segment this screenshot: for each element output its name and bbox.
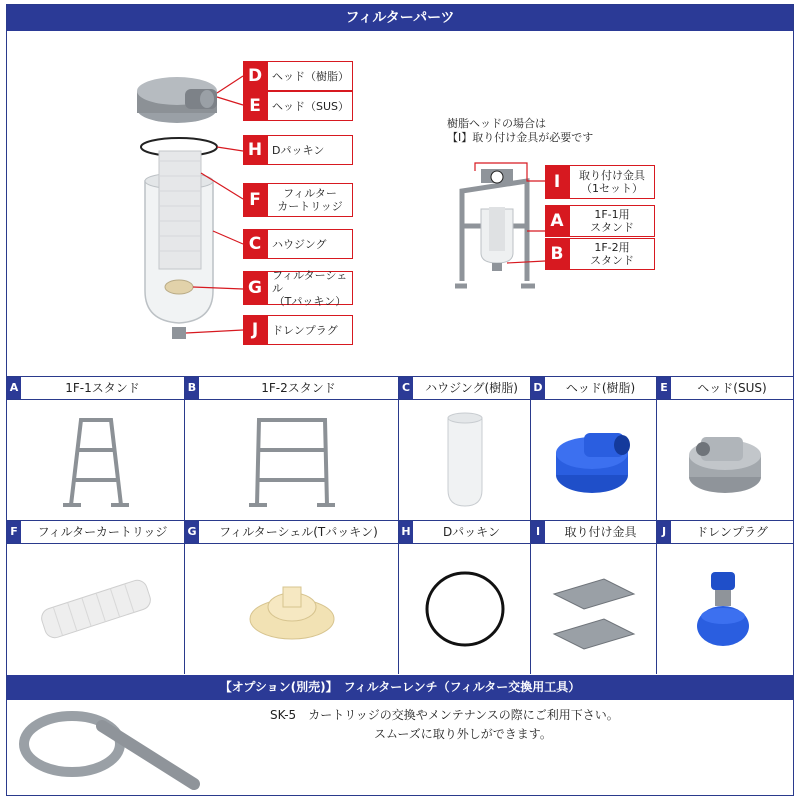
part-card-h[interactable] bbox=[399, 521, 531, 674]
note-line1: 樹脂ヘッドの場合は bbox=[447, 117, 546, 130]
callout-text: Dパッキン bbox=[267, 135, 353, 165]
part-card-a[interactable] bbox=[7, 377, 185, 520]
cartridge-image bbox=[7, 544, 184, 674]
part-card-c[interactable] bbox=[399, 377, 531, 520]
part-letter: B bbox=[185, 377, 199, 399]
part-name: Dパッキン bbox=[442, 525, 501, 539]
callout-a bbox=[545, 205, 655, 237]
resin-head-note bbox=[447, 117, 593, 145]
callout-text-line1: フィルターシェル bbox=[272, 268, 348, 295]
callout-letter: A bbox=[545, 205, 569, 237]
callout-text bbox=[569, 238, 655, 270]
part-name: ドレンプラグ bbox=[696, 525, 768, 539]
callout-letter: H bbox=[243, 135, 267, 165]
callout-f bbox=[243, 183, 353, 217]
part-card-i[interactable] bbox=[531, 521, 657, 674]
housing-drawing bbox=[145, 151, 213, 339]
sus-head-image bbox=[657, 400, 793, 520]
callout-text-line1: 1F-1用 bbox=[594, 208, 630, 221]
part-name: フィルターシェル(Tパッキン) bbox=[219, 525, 378, 539]
page-title: フィルターパーツ bbox=[7, 5, 793, 31]
part-title bbox=[657, 521, 793, 544]
part-name: ヘッド(樹脂) bbox=[565, 381, 636, 395]
note-line2: 【I】取り付け金具が必要です bbox=[447, 131, 594, 144]
callout-letter: I bbox=[545, 165, 569, 199]
stand-1f1-image bbox=[7, 400, 184, 520]
mounting-bracket-image bbox=[531, 544, 656, 674]
callout-letter: B bbox=[545, 238, 569, 270]
callout-text: ヘッド（樹脂） bbox=[267, 61, 353, 91]
exploded-filter-illustration bbox=[7, 31, 793, 376]
callout-text-line2: （Tパッキン） bbox=[273, 294, 347, 308]
head-drawing bbox=[137, 77, 217, 123]
part-title bbox=[185, 521, 398, 544]
part-title bbox=[185, 377, 398, 400]
part-card-j[interactable] bbox=[657, 521, 793, 674]
part-name: ヘッド(SUS) bbox=[697, 381, 767, 395]
option-line2: スムーズに取り外しができます。 bbox=[374, 727, 552, 741]
callout-text: ドレンプラグ bbox=[267, 315, 353, 345]
callout-e bbox=[243, 91, 353, 121]
callout-text-line1: フィルター bbox=[283, 187, 337, 200]
callout-letter: E bbox=[243, 91, 267, 121]
part-name: ハウジング(樹脂) bbox=[425, 381, 518, 395]
callout-text-line2: カートリッジ bbox=[277, 200, 343, 213]
part-title bbox=[7, 521, 184, 544]
callout-i bbox=[545, 165, 655, 199]
part-letter: E bbox=[657, 377, 671, 399]
part-title bbox=[7, 377, 184, 400]
callout-text-line1: 取り付け金具 bbox=[579, 169, 645, 182]
callout-g bbox=[243, 268, 353, 308]
part-name: 1F-1スタンド bbox=[65, 381, 140, 395]
part-card-b[interactable] bbox=[185, 377, 399, 520]
callout-text bbox=[569, 205, 655, 237]
part-title bbox=[531, 377, 656, 400]
part-card-e[interactable] bbox=[657, 377, 793, 520]
part-letter: F bbox=[7, 521, 21, 543]
callout-c bbox=[243, 229, 353, 259]
d-packing-image bbox=[399, 544, 530, 674]
callout-text-line1: 1F-2用 bbox=[594, 241, 630, 254]
drain-plug-image bbox=[657, 544, 793, 674]
part-card-d[interactable] bbox=[531, 377, 657, 520]
callout-h bbox=[243, 135, 353, 165]
part-title bbox=[399, 521, 530, 544]
callout-text-line2: スタンド bbox=[590, 254, 634, 267]
callout-text bbox=[267, 183, 353, 217]
callout-text: ヘッド（SUS） bbox=[267, 91, 353, 121]
part-title bbox=[531, 521, 656, 544]
part-title bbox=[399, 377, 530, 400]
part-title bbox=[657, 377, 793, 400]
part-letter: G bbox=[185, 521, 199, 543]
callout-j bbox=[243, 315, 353, 345]
callout-b bbox=[545, 238, 655, 270]
part-letter: I bbox=[531, 521, 545, 543]
part-letter: J bbox=[657, 521, 671, 543]
callout-text bbox=[267, 268, 353, 308]
stand-1f2-image bbox=[185, 400, 398, 520]
callout-letter: G bbox=[243, 271, 267, 305]
part-name: フィルターカートリッジ bbox=[37, 525, 168, 539]
part-letter: H bbox=[399, 521, 413, 543]
housing-image bbox=[399, 400, 530, 520]
parts-row-2 bbox=[7, 521, 793, 674]
filter-shell-image bbox=[185, 544, 398, 674]
part-letter: C bbox=[399, 377, 413, 399]
callout-text bbox=[569, 165, 655, 199]
option-header: 【オプション(別売)】 フィルターレンチ（フィルター交換用工具） bbox=[7, 675, 793, 700]
part-card-g[interactable] bbox=[185, 521, 399, 674]
part-name: 1F-2スタンド bbox=[261, 381, 336, 395]
callout-letter: F bbox=[243, 183, 267, 217]
part-name: 取り付け金具 bbox=[564, 525, 637, 539]
parts-diagram bbox=[7, 31, 793, 376]
resin-head-image bbox=[531, 400, 656, 520]
callout-letter: C bbox=[243, 229, 267, 259]
callout-letter: J bbox=[243, 315, 267, 345]
callout-text-line2: （1セット） bbox=[581, 182, 643, 195]
part-letter: A bbox=[7, 377, 21, 399]
part-card-f[interactable] bbox=[7, 521, 185, 674]
callout-text: ハウジング bbox=[267, 229, 353, 259]
callout-text-line2: スタンド bbox=[590, 221, 634, 234]
callout-letter: D bbox=[243, 61, 267, 91]
part-letter: D bbox=[531, 377, 545, 399]
option-line1: SK-5 カートリッジの交換やメンテナンスの際にご利用下さい。 bbox=[270, 708, 619, 722]
parts-row-1 bbox=[7, 377, 793, 520]
callout-d bbox=[243, 61, 353, 91]
option-description bbox=[270, 706, 619, 744]
filter-wrench-image bbox=[12, 704, 202, 794]
